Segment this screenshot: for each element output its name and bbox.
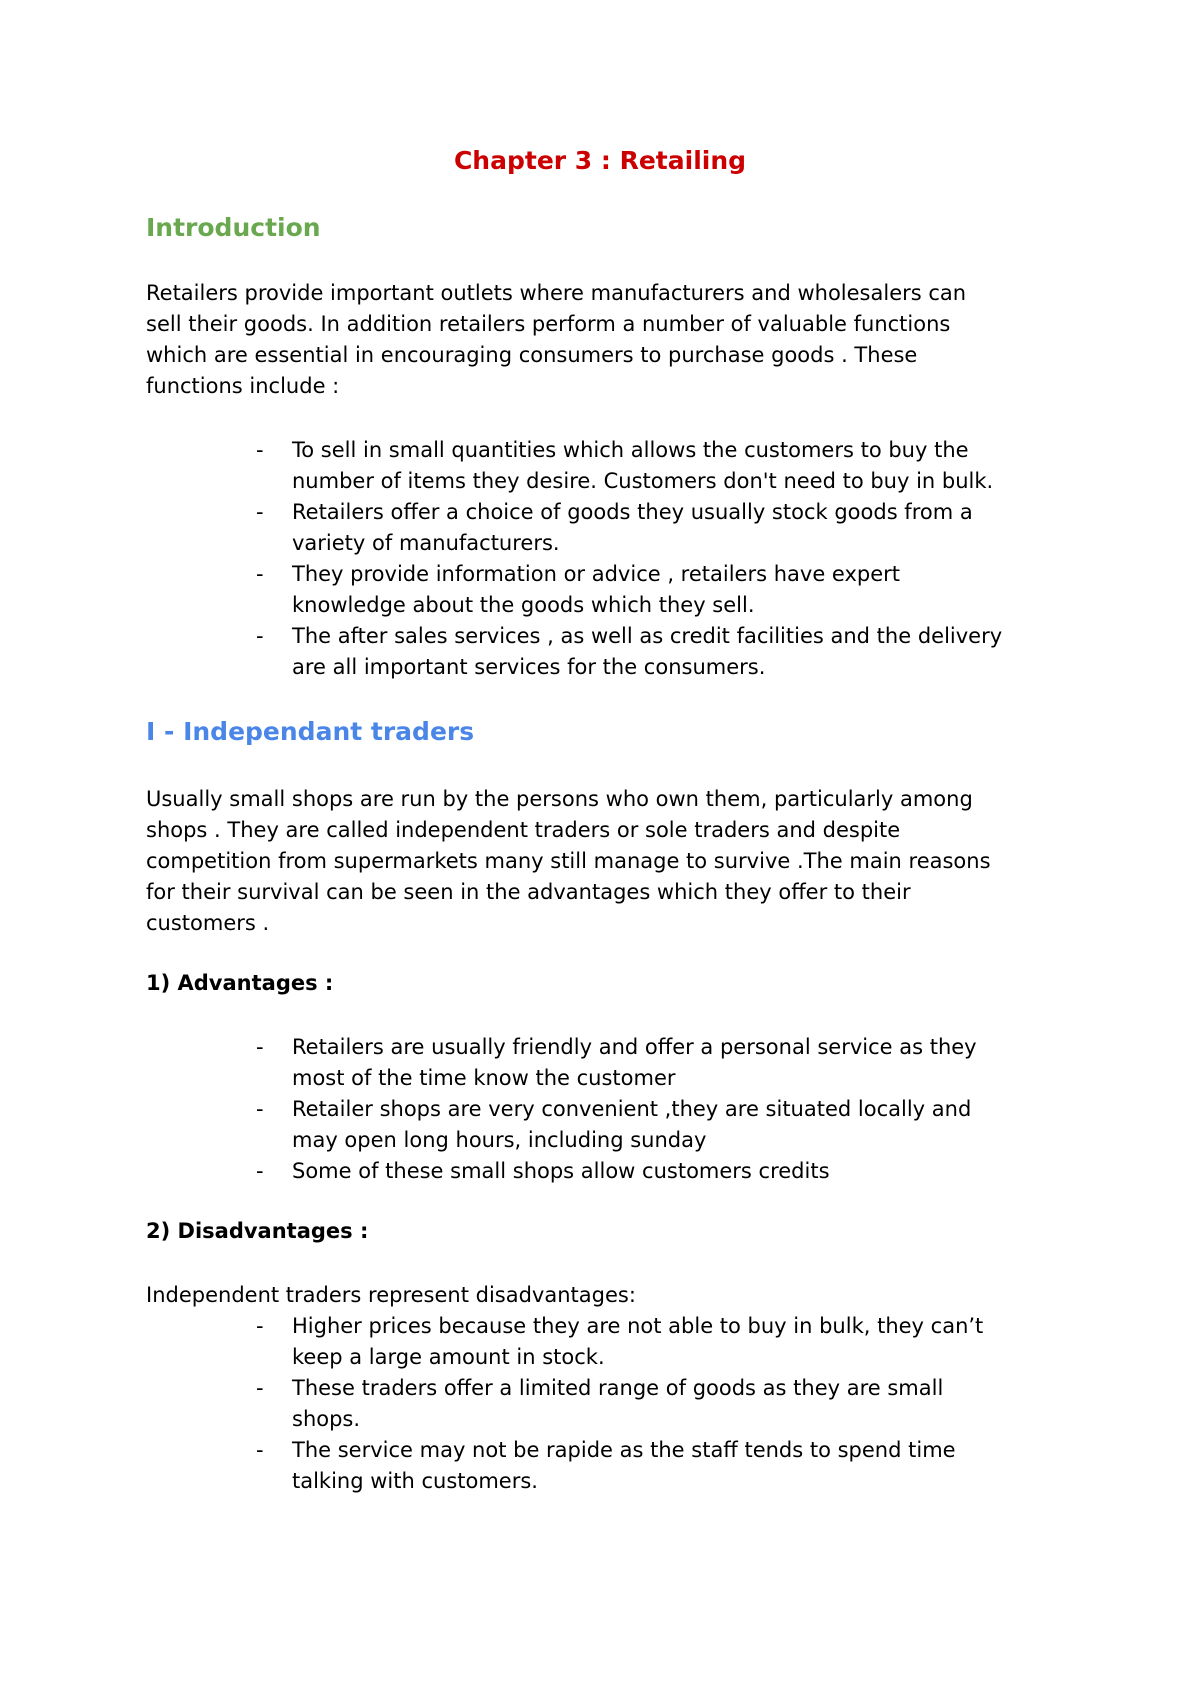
- list-item-line: To sell in small quantities which allows the customers to buy the: [292, 438, 969, 462]
- introduction-heading: Introduction: [146, 213, 321, 242]
- advantages-heading: 1) Advantages :: [146, 971, 334, 995]
- list-item-line: number of items they desire. Customers don't need to buy in bulk.: [292, 469, 994, 493]
- dash-bullet: -: [256, 1314, 264, 1338]
- list-item: [0, 1373, 1100, 1435]
- list-item-line: These traders offer a limited range of goods as they are small: [292, 1376, 944, 1400]
- list-item: [0, 559, 1100, 621]
- chapter-title: Chapter 3 : Retailing: [453, 146, 747, 175]
- list-item: [0, 1435, 1100, 1497]
- disadvantages-heading: 2) Disadvantages :: [146, 1219, 369, 1243]
- introduction-paragraph: [146, 278, 1066, 402]
- list-item-line: shops.: [292, 1407, 361, 1431]
- list-item-line: talking with customers.: [292, 1469, 538, 1493]
- paragraph-line: Usually small shops are run by the persons who own them, particularly among: [146, 787, 973, 811]
- list-item-line: The after sales services , as well as credit facilities and the delivery: [292, 624, 1003, 648]
- list-item: [0, 1032, 1100, 1094]
- paragraph-line: which are essential in encouraging consumers to purchase goods . These: [146, 343, 918, 367]
- list-item-line: are all important services for the consumers.: [292, 655, 766, 679]
- list-item-line: Retailers are usually friendly and offer a personal service as they: [292, 1035, 977, 1059]
- section-heading: I - Independant traders: [146, 717, 475, 746]
- list-item-line: keep a large amount in stock.: [292, 1345, 605, 1369]
- paragraph-line: sell their goods. In addition retailers perform a number of valuable functions: [146, 312, 951, 336]
- list-item-line: Higher prices because they are not able to buy in bulk, they can’t: [292, 1314, 984, 1338]
- dash-bullet: -: [256, 1376, 264, 1400]
- list-item-line: They provide information or advice , retailers have expert: [292, 562, 901, 586]
- functions-list: [0, 435, 1100, 683]
- list-item-line: Retailer shops are very convenient ,they are situated locally and: [292, 1097, 972, 1121]
- list-item: [0, 1156, 1100, 1187]
- dash-bullet: -: [256, 624, 264, 648]
- independent-traders-paragraph: [146, 784, 1066, 939]
- dash-bullet: -: [256, 1159, 264, 1183]
- dash-bullet: -: [256, 562, 264, 586]
- advantages-list: [0, 1032, 1100, 1187]
- list-item: [0, 497, 1100, 559]
- paragraph-line: Retailers provide important outlets where manufacturers and wholesalers can: [146, 281, 967, 305]
- list-item: [0, 1094, 1100, 1156]
- dash-bullet: -: [256, 1035, 264, 1059]
- dash-bullet: -: [256, 1097, 264, 1121]
- paragraph-line: for their survival can be seen in the advantages which they offer to their: [146, 880, 911, 904]
- disadvantages-list: [0, 1311, 1100, 1497]
- list-item-line: may open long hours, including sunday: [292, 1128, 707, 1152]
- paragraph-line: functions include :: [146, 374, 340, 398]
- paragraph-line: customers .: [146, 911, 270, 935]
- list-item-line: Some of these small shops allow customers credits: [292, 1159, 830, 1183]
- list-item-line: most of the time know the customer: [292, 1066, 676, 1090]
- list-item-line: The service may not be rapide as the staff tends to spend time: [292, 1438, 956, 1462]
- list-item-line: Retailers offer a choice of goods they usually stock goods from a: [292, 500, 973, 524]
- paragraph-line: shops . They are called independent traders or sole traders and despite: [146, 818, 901, 842]
- paragraph-line: Independent traders represent disadvantages:: [146, 1283, 636, 1307]
- dash-bullet: -: [256, 500, 264, 524]
- list-item: [0, 1311, 1100, 1373]
- dash-bullet: -: [256, 438, 264, 462]
- list-item: [0, 435, 1100, 497]
- paragraph-line: competition from supermarkets many still manage to survive .The main reasons: [146, 849, 991, 873]
- disadvantages-intro: [146, 1280, 1066, 1311]
- dash-bullet: -: [256, 1438, 264, 1462]
- list-item-line: knowledge about the goods which they sell.: [292, 593, 755, 617]
- list-item: [0, 621, 1100, 683]
- list-item-line: variety of manufacturers.: [292, 531, 560, 555]
